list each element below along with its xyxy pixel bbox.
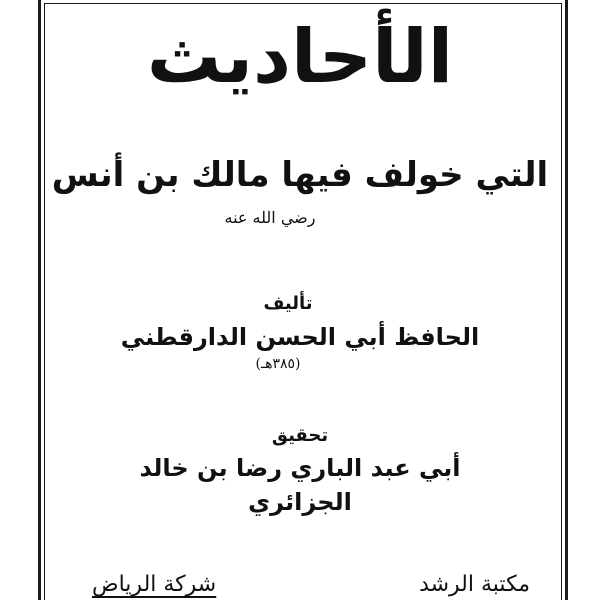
author-label: تأليف: [263, 293, 313, 314]
book-subtitle: التي خولف فيها مالك بن أنس: [51, 155, 549, 195]
editor-origin: الجزائري: [248, 488, 352, 516]
publisher-right: مكتبة الرشد: [419, 572, 530, 597]
publisher-left: شركة الرياض: [92, 572, 217, 597]
author-name: الحافظ أبي الحسن الدارقطني: [120, 323, 480, 351]
author-death-year: (٣٨٥هـ): [255, 356, 301, 372]
book-title: الأحاديث: [146, 14, 454, 100]
editor-name: أبي عبد الباري رضا بن خالد: [139, 454, 461, 482]
editor-label: تحقيق: [271, 425, 329, 446]
blessing-text: رضي الله عنه: [224, 208, 316, 227]
